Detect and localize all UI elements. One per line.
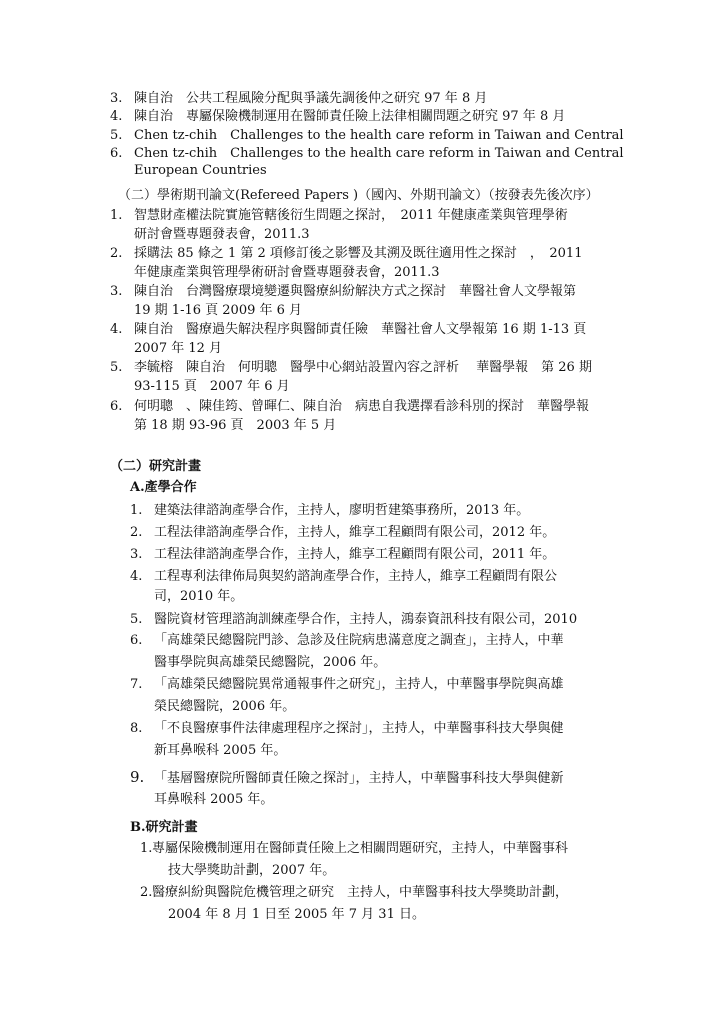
list-item: 9. 「基層醫療院所醫師責任險之探討」，主持人，中華醫事科技大學與健新	[130, 768, 564, 786]
list-item: 5. Chen tz-chih Challenges to the health care reform in Taiwan and Central	[110, 128, 624, 143]
list-item-continuation: 榮民總醫院，2006 年。	[154, 699, 296, 714]
list-item: 6. 「高雄榮民總醫院門診、急診及住院病患滿意度之調查」，主持人，中華	[130, 633, 564, 648]
research-heading: （二）研究計畫	[110, 459, 202, 474]
list-item: 2.醫療糾紛與醫院危機管理之研究 主持人，中華醫事科技大學獎助計劃，	[140, 885, 569, 900]
list-item: 7. 「高雄榮民總醫院異常通報事件之研究」，主持人，中華醫事學院與高雄	[130, 677, 564, 692]
section-a-heading: A.產學合作	[130, 480, 197, 495]
list-item: 1. 智慧財產權法院實施管轄後衍生問題之探討， 2011 年健康產業與管理學術	[110, 208, 568, 223]
list-item-continuation: 第 18 期 93-96 頁 2003 年 5 月	[134, 418, 337, 433]
section-b-heading: B.研究計畫	[130, 820, 198, 835]
list-item: 2. 工程法律諮詢產學合作，主持人，維享工程顧問有限公司，2012 年。	[130, 525, 556, 540]
list-item: 3. 陳自治 公共工程風險分配與爭議先調後仲之研究 97 年 8 月	[110, 91, 488, 106]
list-item-continuation: 新耳鼻喉科 2005 年。	[154, 743, 287, 758]
list-item-continuation: 年健康產業與管理學術研討會暨專題發表會，2011.3	[134, 265, 440, 280]
list-item-continuation: 耳鼻喉科 2005 年。	[154, 792, 274, 807]
list-item-continuation: 司，2010 年。	[154, 589, 244, 604]
list-item: 6. 何明聰 、陳佳筠、曾暉仁、陳自治 病患自我選擇看診科別的探討 華醫學報	[110, 399, 590, 414]
list-item: 8. 「不良醫療事件法律處理程序之探討」，主持人，中華醫事科技大學與健	[130, 721, 564, 736]
papers-heading: （二）學術期刊論文(Refereed Papers )（國內、外期刊論文）（按發表先後次序）	[118, 188, 599, 203]
list-item: 4. 陳自治 專屬保險機制運用在醫師責任險上法律相關問題之研究 97 年 8 月	[110, 109, 566, 124]
list-item: 5. 李毓榕 陳自治 何明聰 醫學中心網站設置內容之評析 華醫學報 第 26 期	[110, 360, 592, 375]
list-item-continuation: 技大學獎助計劃，2007 年。	[168, 863, 336, 878]
list-item-continuation: 2004 年 8 月 1 日至 2005 年 7 月 31 日。	[168, 907, 425, 922]
list-item-continuation: 醫事學院與高雄榮民總醫院，2006 年。	[154, 655, 387, 670]
list-item: 4. 陳自治 醫療過失解決程序與醫師責任險 華醫社會人文學報第 16 期 1-13 頁	[110, 322, 587, 337]
list-item: 5. 醫院資材管理諮詢訓練產學合作，主持人，鴻泰資訊科技有限公司，2010	[130, 612, 578, 627]
list-item-continuation: 93-115 頁 2007 年 6 月	[134, 379, 290, 394]
list-item: 1. 建築法律諮詢產學合作，主持人，廖明哲建築事務所，2013 年。	[130, 503, 530, 518]
list-item-continuation: 19 期 1-16 頁 2009 年 6 月	[134, 303, 303, 318]
list-item: 1.專屬保險機制運用在醫師責任險上之相關問題研究，主持人，中華醫事科	[140, 841, 569, 856]
list-item-continuation: 研討會暨專題發表會，2011.3	[134, 227, 310, 242]
list-item: 3. 陳自治 台灣醫療環境變遷與醫療糾紛解決方式之探討 華醫社會人文學報第	[110, 284, 577, 299]
list-item: 4. 工程專利法律佈局與契約諮詢產學合作，主持人，維享工程顧問有限公	[130, 569, 558, 584]
list-item-continuation: European Countries	[134, 163, 267, 178]
list-item: 6. Chen tz-chih Challenges to the health care reform in Taiwan and Central	[110, 146, 624, 161]
list-item: 2. 採購法 85 條之 1 第 2 項修訂後之影響及其溯及既往適用性之探討 ， 2011	[110, 246, 583, 261]
list-item: 3. 工程法律諮詢產學合作，主持人，維享工程顧問有限公司，2011 年。	[130, 547, 556, 562]
list-item-continuation: 2007 年 12 月	[134, 341, 223, 356]
